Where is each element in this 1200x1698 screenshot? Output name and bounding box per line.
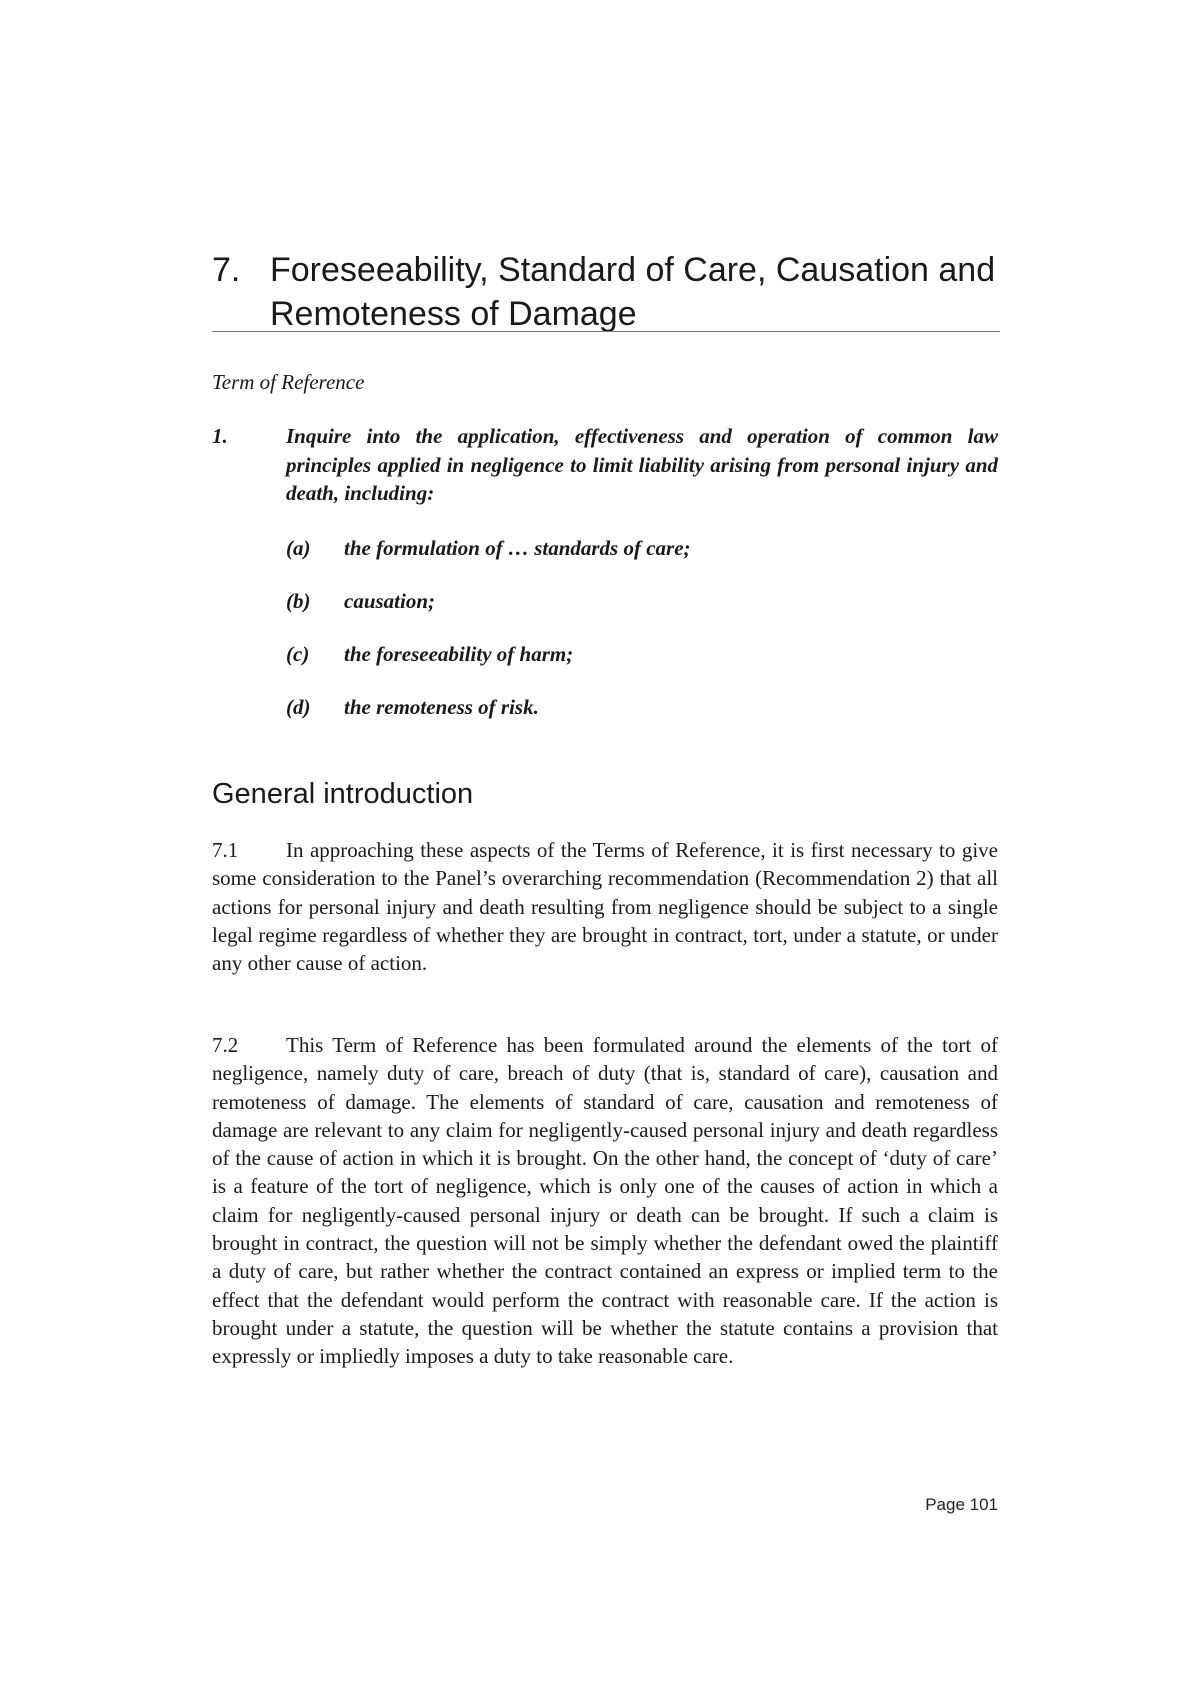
term-of-reference-label: Term of Reference bbox=[212, 370, 365, 394]
chapter-title: Foreseeability, Standard of Care, Causation and Remoteness of Damage bbox=[270, 251, 996, 333]
paragraph-number: 7.2 bbox=[212, 1033, 239, 1057]
paragraph-text: In approaching these aspects of the Terms of Reference, it is first necessary to give some consideration to the Panel’s overarching recommendation (Recommendation 2) that all actions for personal injury and death resulting from negligence should be subject to a single legal regime regardless of whether they are brought in contract, tort, under a statute, or under any other cause of action. bbox=[212, 838, 998, 976]
section-heading: General introduction bbox=[212, 778, 474, 810]
sub-item-letter: (d) bbox=[286, 695, 311, 719]
sub-item-letter: (a) bbox=[286, 536, 311, 560]
chapter-heading bbox=[212, 248, 1000, 336]
sub-item-text: the remoteness of risk. bbox=[344, 695, 539, 719]
paragraph-7-2 bbox=[212, 1031, 998, 1371]
sub-item-text: the foreseeability of harm; bbox=[344, 642, 574, 666]
term-item-number: 1. bbox=[212, 424, 228, 448]
sub-item-text: causation; bbox=[344, 589, 436, 613]
sub-item-c bbox=[286, 640, 573, 668]
sub-item-a bbox=[286, 534, 691, 562]
paragraph-7-1 bbox=[212, 836, 998, 977]
heading-divider bbox=[212, 331, 1000, 332]
sub-item-letter: (c) bbox=[286, 642, 310, 666]
paragraph-text: This Term of Reference has been formulated around the elements of the tort of negligence, namely duty of care, breach of duty (that is, standard of care), causation and remoteness of damage. The elements of standard of care, causation and remoteness of damage are relevant to any claim for negligently-caused personal injury and death regardless of the cause of action in which it is brought. On the other hand, the concept of ‘duty of care’ is a feature of the tort of negligence, which is only one of the causes of action in which a claim for negligently-caused personal injury or death can be brought. If such a claim is brought in contract, the question will not be simply whether the defendant owed the plaintiff a duty of care, but rather whether the contract contained an express or implied term to the effect that the defendant would perform the contract with reasonable care. If the action is brought under a statute, the question will be whether the statute contains a provision that expressly or impliedly imposes a duty to take reasonable care. bbox=[212, 1033, 998, 1369]
term-of-reference-item bbox=[212, 422, 998, 508]
sub-item-d bbox=[286, 693, 539, 721]
page-number: Page 101 bbox=[925, 1495, 998, 1514]
sub-item-b bbox=[286, 587, 435, 615]
sub-item-letter: (b) bbox=[286, 589, 311, 613]
chapter-number: 7. bbox=[212, 251, 241, 289]
sub-item-text: the formulation of … standards of care; bbox=[344, 536, 691, 560]
term-item-text: Inquire into the application, effectiveness and operation of common law principles applied in negligence to limit liability arising from personal injury and death, including: bbox=[286, 424, 998, 505]
paragraph-number: 7.1 bbox=[212, 838, 239, 862]
